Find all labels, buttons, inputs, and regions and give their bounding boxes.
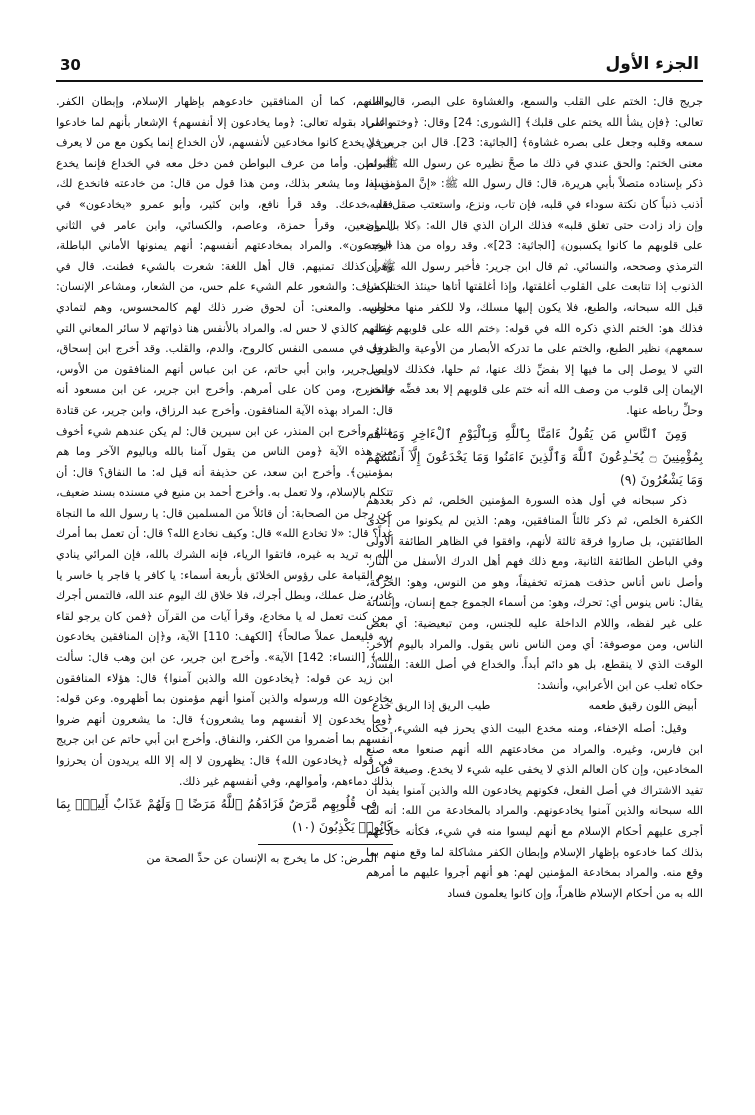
paragraph: ذكر سبحانه في أول هذه السورة المؤمنين الخلص، ثم ذكر بعدهم الكفرة الخلص، ثم ذكر ثالثاً المنافقين، وهم: الذين لم يكونوا من إحدى الطائفتين، بل صاروا فرقة ثالثة لأنهم، وافقوا في الظاهر الطائفة الأولى وفي الباطن الطائفة الثانية، ومع ذلك فهم أهل الدرك الأسفل من النار. وأصل ناس أناس حذفت همزته تخفيفاً، وهو من النوس، وهو: الحركة، يقال: ناس ينوس أي: تحرك، وهو: من أسماء الجموع جمع إنسان، وإنسانة على غير لفظه، واللام الداخلة عليه للجنس، ومن تبعيضية: أي بعض الناس، ومن موصوفة: أي ومن الناس ناس يقول. والمراد باليوم الآخر: الوقت الذي لا ينقطع، بل هو دائم أبداً. والخداع في أصل اللغة: الفساد، حكاه ثعلب عن ابن الأعرابي، وأنشد: [366,493,703,692]
verse-text: فِى قُلُوبِهِم مَّرَضٌ فَزَادَهُمُ ٱللَّهُ مَرَضًا ۖ وَلَهُمْ عَذَابٌ أَلِيمٌۢ بِمَا كَانُوا۟ يَكْذِبُونَ [56,796,393,835]
poem-hemistich: أبيض اللون رقيق طعمه [588,699,697,713]
quran-verse [56,792,393,838]
verse-number: (٩) [619,471,637,487]
left-column [56,92,393,1067]
verse-text: وَمِنَ ٱلنَّاسِ مَن يَقُولُ ءَامَنَّا بِٱللَّهِ وَبِٱلْيَوْمِ ٱلْءَاخِرِ وَمَا هُم بِمُؤْمِنِينَ ۝ يُخَـٰدِعُونَ ٱللَّهَ وَٱلَّذِينَ ءَامَنُوا وَمَا يَخْدَعُونَ إِلَّآ أَنفُسَهُمْ وَمَا يَشْعُرُونَ [366,425,703,487]
paragraph: المرض: كل ما يخرج به الإنسان عن حدِّ الصحة من [146,852,377,866]
poem-hemistich: طيب الريق إذا الريق خدع [372,699,491,713]
divider [258,844,393,845]
verse-number: (١٠) [291,819,315,835]
running-title: الجزء الأول [605,54,699,74]
paragraph: وقيل: أصله الإخفاء، ومنه مخدع البيت الذي يحرز فيه الشيء، حكاه ابن فارس، وغيره. والمراد من مخادعتهم الله أنهم صنعوا معه صنع المخادعين، وإن كان العالم الذي لا يخفى عليه شيء لا يخدع. وصيغة فاعل تفيد الاشتراك في أصل الفعل، فكونهم يخادعون الله والذين آمنوا يفيد أن الله سبحانه والذين آمنوا يخادعونهم. والمراد بالمخادعة من الله: أنه لما أجرى عليهم أحكام الإسلام مع أنهم ليسوا منه في شيء، فكأنه خادعهم بذلك كما خادعوه بإظهار الإسلام وإبطان الكفر مشاكلة لما وقع منهم بما وقع منه. والمراد بمخادعة المؤمنين لهم: هو أنهم أجروا عليهم ما أمرهم الله به من أحكام الإسلام ظاهراً، وإن كانوا يعلمون فساد [366,722,703,900]
page-header [56,50,703,82]
right-column [366,92,703,1067]
poem-line [366,696,703,717]
page-number: 30 [60,56,81,74]
quran-verse [366,422,703,491]
paragraph: بواطنهم، كما أن المنافقين خادعوهم بإظهار الإسلام، وإبطان الكفر. والمراد بقوله تعالى: ﴿وما يخادعون إلا أنفسهم﴾ الإشعار بأنهم لما خادعوا من لا يخدع كانوا مخادعين لأنفسهم، لأن الخداع إنما يكون مع من لا يعرف البواطن. وأما من عرف البواطن فمن دخل معه في الخداع فإنما يخدع نفسه، وما يشعر بذلك، ومن هذا قول من قال: من خادعته فانخدع لك، فقد خدعك. وقد قرأ نافع، وابن كثير، وأبو عمرو «يخادعون» في الموضعين، وقرأ حمزة، وعاصم، والكسائي، وابن عامر في الثاني «يخدعون». والمراد بمخادعتهم أنفسهم: أنهم يمنونها الأماني الباطلة، وهي كذلك تمنيهم. قال أهل اللغة: شعرت بالشيء فطنت. قال في الكشاف: والشعور علم الشيء علم حس، من الشعار، ومشاعر الإنسان: حواسه. والمعنى: أن لحوق ضرر ذلك لهم كالمحسوس، وهم لتمادي غفلتهم كالذي لا حس له. والمراد بالأنفس هنا ذواتهم لا سائر المعاني التي تدخل في مسمى النفس كالروح، والدم، والقلب. وقد أخرج ابن إسحاق، وابن جرير، وابن أبي حاتم، عن ابن عباس أنهم المنافقون من الأوس، والخزرج، ومن كان على أمرهم. وأخرج ابن جرير، عن ابن مسعود أنه قال: المراد بهذه الآية المنافقون. وأخرج عبد الرزاق، وابن جرير، عن قتادة مثله. وأخرج ابن المنذر، عن ابن سيرين قال: لم يكن عندهم شيء أخوف من هذه الآية ﴿ومن الناس من يقول آمنا بالله وباليوم الآخر وما هم بمؤمنين﴾. وأخرج ابن سعد، عن حذيفة أنه قيل له: ما النفاق؟ قال: أن تتكلم بالإسلام، ولا تعمل به. وأخرج أحمد بن منيع في مسنده بسند ضعيف، عن رجل من الصحابة: أن قائلاً من المسلمين قال: يا رسول الله ما النجاة غداً؟ قال: «لا تخادع الله» قال: وكيف نخادع الله؟ قال: أن تعمل بما أمرك الله به تريد به غيره، فاتقوا الرياء، فإنه الشرك بالله، فإن المرائي ينادي يوم القيامة على رؤوس الخلائق بأربعة أسماء: يا كافر يا فاجر يا خاسر يا غادر، ضل عملك، وبطل أجرك، فلا خلاق لك اليوم عند الله، فالتمس أجرك ممن كنت تعمل له يا مخادع، وقرأ آيات من القرآن ﴿فمن كان يرجو لقاء ربه فليعمل عملاً صالحاً﴾ [الكهف: 110] الآية، و﴿إن المنافقين يخادعون الله﴾ [النساء: 142] الآية». وأخرج ابن جرير، عن ابن وهب قال: سألت ابن زيد عن قوله: ﴿يخادعون الله والذين آمنوا﴾ قال: هؤلاء المنافقون يخادعون الله ورسوله والذين آمنوا أنهم مؤمنون بما أظهروه. وعن قوله: ﴿وما يخدعون إلا أنفسهم وما يشعرون﴾ قال: ما يشعرون أنهم ضروا أنفسهم بما أضمروا من الكفر، والنفاق. وأخرج ابن أبي حاتم عن ابن جريج في قوله ﴿يخادعون الله﴾ قال: يظهرون لا إله إلا الله يريدون أن يحرزوا بذلك دماءهم، وأموالهم، وفي أنفسهم غير ذلك. [56,95,393,788]
paragraph: جريج قال: الختم على القلب والسمع، والغشاوة على البصر، قال الله تعالى: ﴿فإن يشأ الله يختم على قلبك﴾ [الشورى: 24] وقال: ﴿وختم على سمعه وقلبه وجعل على بصره غشاوة﴾ [الجاثية: 23]. قال ابن جرير في معنى الختم: والحق عندي في ذلك ما صحَّ نظيره عن رسول الله ﷺ، ثم ذكر بإسناده متصلاً بأبي هريرة، قال: قال رسول الله ﷺ: «إنَّ المؤمن إذا أذنب ذنباً كان نكتة سوداء في قلبه، فإن تاب، ونزع، واستعتب صقل قلبه، وإن زاد زادت حتى تغلق قلبه» فذلك الران الذي قال الله: ﴿كلا بل ران على قلوبهم ما كانوا يكسبون﴾ [الجاثية: 23]». وقد رواه من هذا الوجه الترمذي وصححه، والنسائي. ثم قال ابن جرير: فأخبر رسول الله ﷺ أن الذنوب إذا تتابعت على القلوب أغلقتها، وإذا أغلقتها أتاها حينئذ الختم من قبل الله سبحانه، والطبع، فلا يكون إليها مسلك، ولا للكفر منها مخلص، فذلك هو: الختم الذي ذكره الله في قوله: ﴿ختم الله على قلوبهم وعلى سمعهم﴾ نظير الطبع، والختم على ما تدركه الأبصار من الأوعية والظروف التي لا يوصل إلى ما فيها إلا بفضِّ ذلك عنها، ثم حلها، فكذلك لا يصل الإيمان إلى قلوب من وصف الله أنه ختم على قلوبهم إلا بعد فضِّه خاتمه، وحلِّ رباطه عنها. [366,95,703,417]
